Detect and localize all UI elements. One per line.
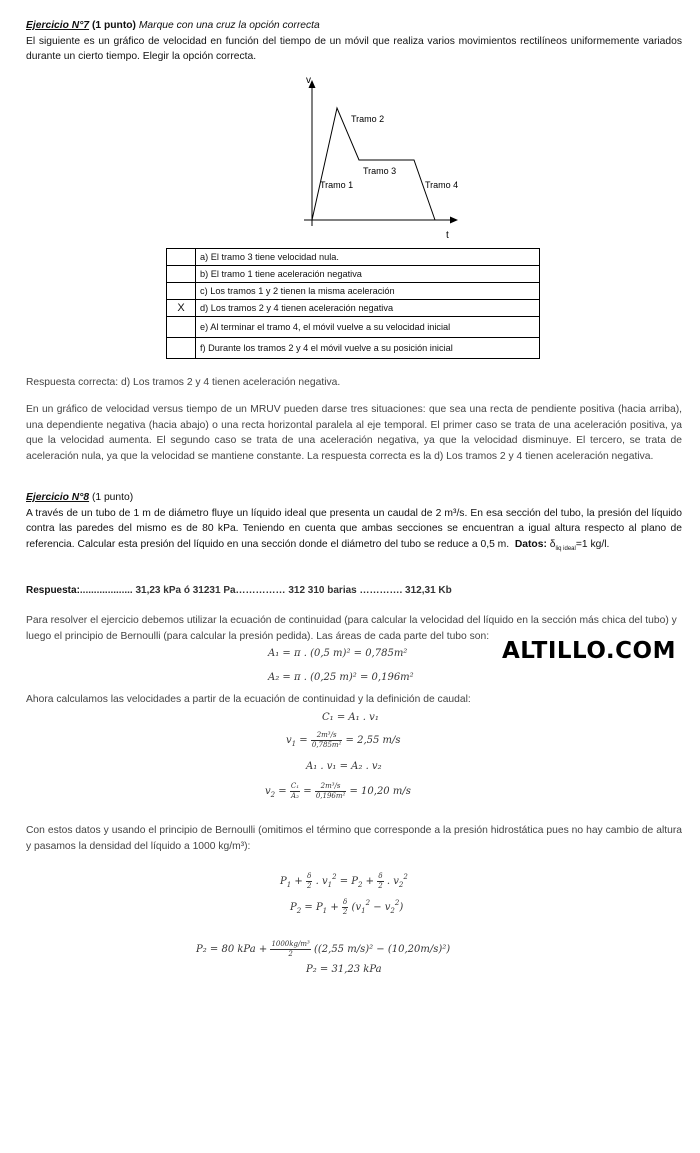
- graph-label-tramo-1: Tramo 1: [320, 180, 354, 190]
- bernoulli-numeric-equation: [196, 940, 450, 959]
- v2-denominator-symbolic: A₂: [291, 792, 299, 800]
- exercise-7-answer: Respuesta correcta: d) Los tramos 2 y 4 tienen aceleración negativa.: [26, 377, 341, 388]
- v2-numerator-symbolic: C₁: [290, 782, 300, 790]
- exercise-8-statement: [26, 506, 682, 558]
- option-mark-cell[interactable]: [167, 249, 196, 266]
- bernoulli-intro-block: [26, 823, 682, 854]
- exercise-8-header: [26, 490, 682, 557]
- exercise-7-statement: El siguiente es un gráfico de velocidad en función del tiempo de un móvil que realiza varios movimientos rectilíneos uniformemente variados durante un cierto tiempo. Elegir la opción correcta.: [26, 35, 682, 62]
- numeric-lead: P₂ = 80 kPa +: [196, 944, 268, 955]
- option-row[interactable]: [167, 283, 540, 300]
- exercise-7-points: (1 punto): [89, 20, 136, 31]
- bernoulli-solved-equation: $P_2 = P_1$ + $\frac{\delta}{2}$ $(v_1^2 - v_2^2)$: [290, 898, 404, 916]
- bernoulli-intro: Con estos datos y usando el principio de Bernoulli (omitimos el término que corresponde a la presión hidrostática pues no hay cambio de altura y pasamos la densidad del líquido a 1000 kg/m³):: [26, 825, 682, 852]
- v2-result: = 10,20 m/s: [349, 786, 411, 797]
- density-numerator: 1000kg/m³: [271, 940, 310, 948]
- exercise-7-instruction: Marque con una cruz la opción correcta: [135, 20, 320, 31]
- option-text: b) El tramo 1 tiene aceleración negativa: [196, 266, 540, 283]
- v2-equation: [265, 782, 411, 801]
- v2-denominator: 0,196m²: [315, 792, 346, 800]
- option-row[interactable]: [167, 266, 540, 283]
- exercise-8-statement-text: A través de un tubo de 1 m de diámetro fluye un líquido ideal que presenta un caudal de 2 m³/s. En esa sección del tubo, la presión del líquido contra las paredes del mismo es de 80 kPa. Teniendo en cuenta que ambas secciones se encuentran a igual altura respecto al plano de referencia. Calcular esta presión del líquido en una sección donde el diámetro del tubo se reduce a 0,5 m.: [26, 507, 682, 550]
- datos-label: Datos:: [514, 538, 547, 550]
- graph-x-label: t: [446, 230, 449, 241]
- v1-equation: [286, 731, 401, 750]
- option-mark-cell[interactable]: [167, 283, 196, 300]
- datos-symbol: δ: [549, 538, 556, 550]
- final-result-equation: P₂ = 31,23 kPa: [306, 964, 382, 975]
- options-table: [166, 248, 540, 359]
- v2-numerator: 2m³/s: [315, 782, 346, 792]
- option-text: d) Los tramos 2 y 4 tienen aceleración negativa: [196, 300, 540, 317]
- v2-fraction-symbolic: [290, 782, 300, 801]
- option-text: f) Durante los tramos 2 y 4 el móvil vuelve a su posición inicial: [196, 338, 540, 359]
- area-1-equation: A₁ = π . (0,5 m)² = 0,785m²: [268, 648, 408, 659]
- altillo-watermark: ALTILLO.COM: [502, 638, 676, 664]
- option-row[interactable]: [167, 249, 540, 266]
- option-mark-cell[interactable]: [167, 317, 196, 338]
- option-mark-cell[interactable]: X: [167, 300, 196, 317]
- option-text: c) Los tramos 1 y 2 tienen la misma aceleración: [196, 283, 540, 300]
- datos-subscript: liq ideal: [555, 545, 576, 552]
- density-fraction: $\frac{\text{1000kg/m³}}{2}$: [271, 940, 310, 958]
- respuesta-value: ................... 31,23 kPa ó 31231 Pa…………… 312 310 barias …………. 312,31 Kb: [79, 585, 452, 596]
- half-density-fraction: $\frac{\delta}{2}$: [342, 898, 348, 916]
- option-mark-cell[interactable]: [167, 338, 196, 359]
- graph-label-tramo-4: Tramo 4: [425, 180, 459, 190]
- respuesta-label: Respuesta:: [26, 585, 80, 596]
- graph-label-tramo-2: Tramo 2: [351, 114, 385, 124]
- continuity-equation: A₁ . v₁ = A₂ . v₂: [306, 761, 382, 772]
- option-row[interactable]: [167, 300, 540, 317]
- datos-value: =1 kg/l.: [575, 538, 610, 550]
- exercise-7-explanation: En un gráfico de velocidad versus tiempo de un MRUV pueden darse tres situaciones: que sea una recta de pendiente positiva (hacia arriba), una dependiente negativa (hacia abajo) o una recta horizontal paralela al eje temporal. El primer caso se trata de una aceleración positiva, ya que la velocidad aumenta. El segundo caso se trata de una aceleración negativa, ya que la velocidad disminuye. El tercero, se trata de aceleración nula, ya que la velocidad se mantiene constante. La respuesta correcta es la d) Los tramos 2 y 4 tienen aceleración negativa.: [26, 404, 682, 462]
- option-text: e) Al terminar el tramo 4, el móvil vuelve a su velocidad inicial: [196, 317, 540, 338]
- exercise-7-explanation-block: [26, 402, 682, 464]
- graph-x-arrow: [450, 217, 458, 224]
- exercise-7-heading: [26, 18, 682, 34]
- velocity-curve: [312, 108, 435, 220]
- v1-result: = 2,55 m/s: [345, 735, 401, 746]
- exercise-8-points: (1 punto): [89, 492, 134, 503]
- graph-y-label: v: [306, 75, 311, 86]
- option-row[interactable]: [167, 338, 540, 359]
- option-text: a) El tramo 3 tiene velocidad nula.: [196, 249, 540, 266]
- v1-numerator: 2m³/s: [311, 731, 342, 741]
- v2-symbol: $v_2$ =: [265, 786, 287, 799]
- bernoulli-equation: $P_1$ + $\frac{\delta}{2}$ . $v_1^2 = P_2$ + $\frac{\delta}{2}$ . $v_2^2$: [280, 872, 408, 890]
- exercise-7-title: Ejercicio N°7: [26, 20, 90, 31]
- caudal-equation: C₁ = A₁ . v₁: [322, 712, 379, 723]
- half-density-fraction: $\frac{\delta}{2}$: [378, 872, 383, 890]
- velocities-intro: Ahora calculamos las velocidades a partir de la ecuación de continuidad y la definición de caudal:: [26, 694, 471, 705]
- v1-fraction: [311, 731, 342, 750]
- v2-equals: =: [303, 786, 312, 797]
- exercise-8-response: [26, 583, 682, 599]
- exercise-8-intro: Para resolver el ejercicio debemos utilizar la ecuación de continuidad (para calcular la velocidad del líquido en la sección más chica del tubo) y luego el principio de Bernoulli (para calcular la presión pedida). Las áreas de cada parte del tubo son:: [26, 615, 677, 642]
- exercise-8-heading: [26, 490, 682, 506]
- graph-label-tramo-3: Tramo 3: [363, 166, 397, 176]
- option-row[interactable]: [167, 317, 540, 338]
- velocities-intro-block: [26, 692, 682, 708]
- numeric-rest: ((2,55 m/s)² − (10,20m/s)²): [313, 944, 451, 955]
- option-mark-cell[interactable]: [167, 266, 196, 283]
- area-2-equation: A₂ = π . (0,25 m)² = 0,196m²: [268, 672, 414, 683]
- exercise-7-answer-block: [26, 375, 682, 391]
- v2-fraction-numeric: [315, 782, 346, 801]
- exercise-8-title: Ejercicio N°8: [26, 492, 90, 503]
- velocity-time-graph: [296, 74, 468, 242]
- v1-symbol: $v_1$ =: [286, 735, 308, 748]
- v1-denominator: 0,785m²: [311, 741, 342, 749]
- half-density-fraction: $\frac{\delta}{2}$: [306, 872, 312, 890]
- exercise-7-header: [26, 18, 682, 65]
